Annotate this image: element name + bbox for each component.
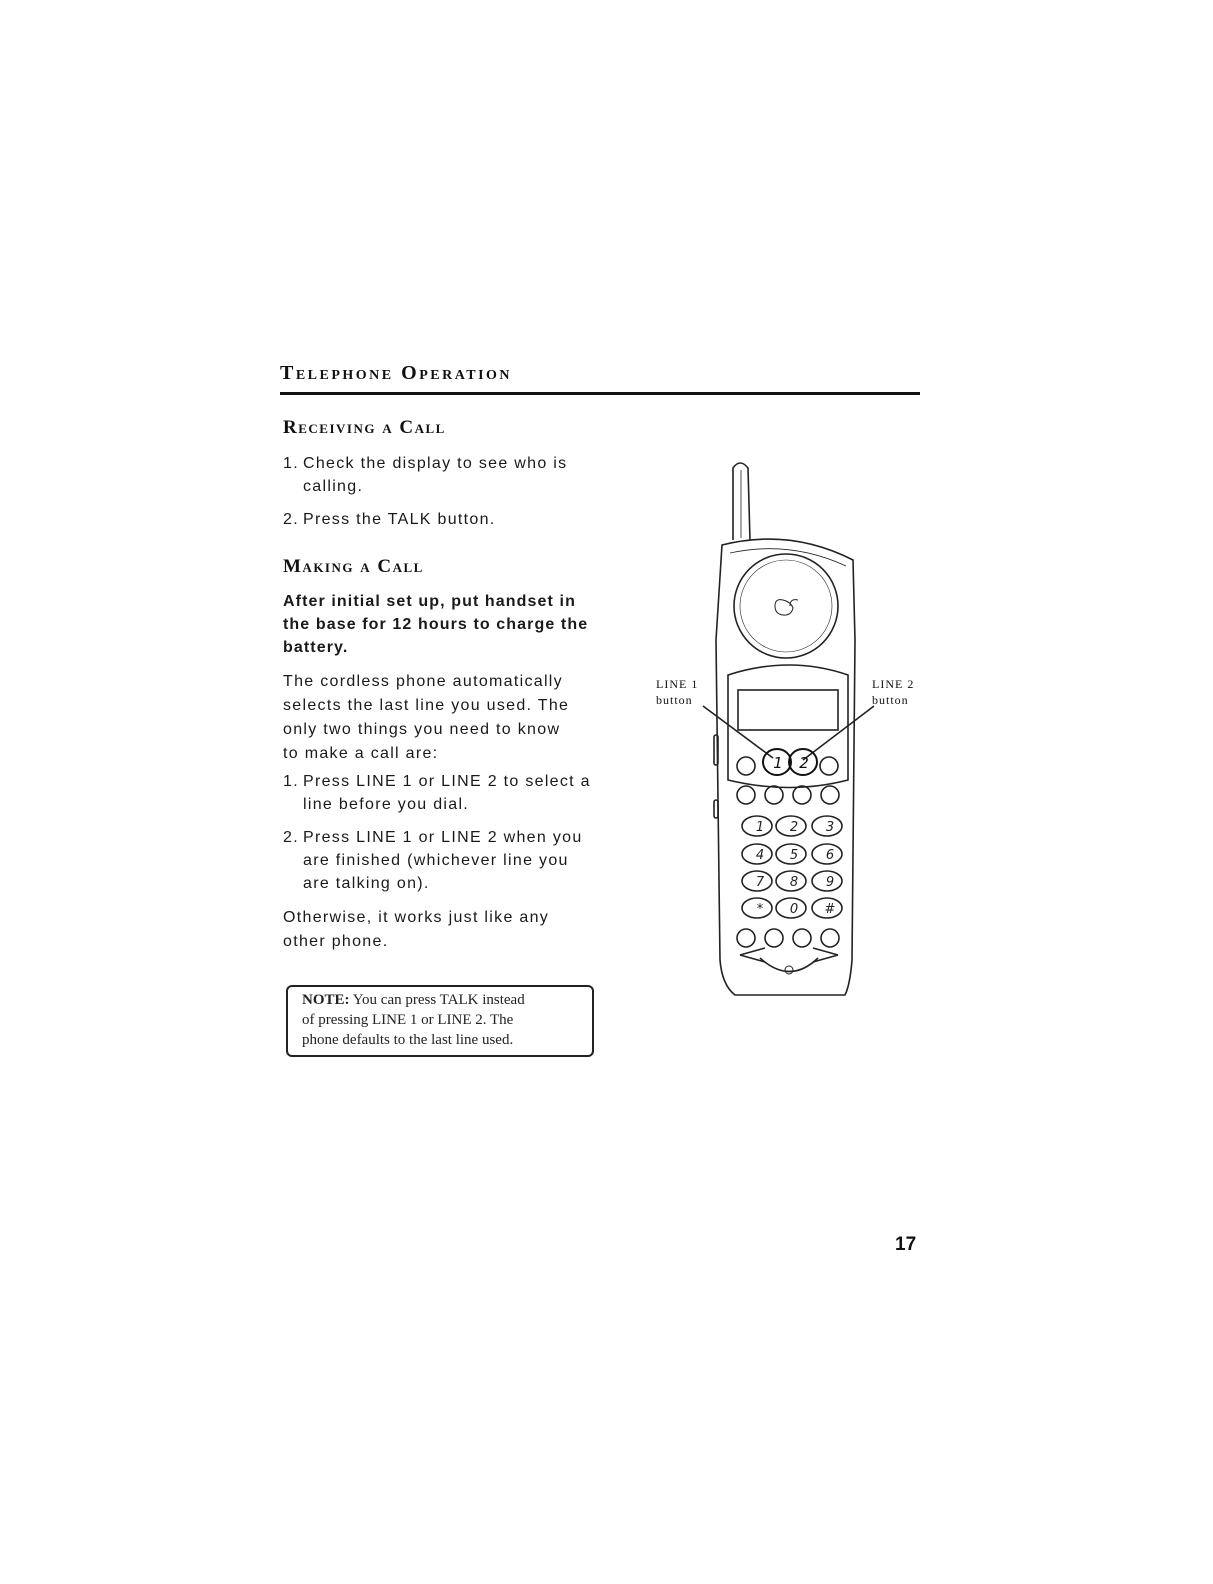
making-call-heading: Making a Call xyxy=(283,556,424,577)
paragraph-line: other phone. xyxy=(283,933,389,950)
line-2-key xyxy=(789,749,817,775)
line2-label: LINE 2 xyxy=(872,677,915,691)
line-key-label: 2 xyxy=(799,754,809,772)
charge-line: the base for 12 hours to charge the xyxy=(283,616,589,633)
keypad-key xyxy=(742,898,772,918)
keypad-key xyxy=(812,816,842,836)
antenna xyxy=(733,463,750,540)
step-text: Check the display to see who is xyxy=(303,455,568,472)
keypad-key xyxy=(776,871,806,891)
step-number: 1. xyxy=(283,773,299,790)
keypad-key xyxy=(742,844,772,864)
charge-line: After initial set up, put handset in xyxy=(283,593,576,610)
dial-button xyxy=(737,786,755,804)
paragraph-line: selects the last line you used. The xyxy=(283,697,570,714)
line1-sublabel: button xyxy=(656,693,693,707)
making-step-1 xyxy=(283,770,603,816)
keypad-key xyxy=(742,816,772,836)
step-text-continued: line before you dial. xyxy=(303,796,470,813)
step-number: 1. xyxy=(283,455,299,472)
keypad-key xyxy=(812,871,842,891)
flash-button xyxy=(821,929,839,947)
note-box xyxy=(286,985,594,1057)
step-text-continued: calling. xyxy=(303,478,364,495)
closing-paragraph xyxy=(283,906,593,954)
key-label: 4 xyxy=(755,848,765,863)
key-label: 1 xyxy=(755,820,765,835)
note-text: You can press TALK instead xyxy=(352,992,525,1008)
keypad-key xyxy=(812,898,842,918)
key-label: 3 xyxy=(825,820,835,835)
step-text: Press the TALK button. xyxy=(303,511,496,528)
step-text: Press LINE 1 or LINE 2 when you xyxy=(303,829,583,846)
step-text-continued: are talking on). xyxy=(303,875,430,892)
note-label: NOTE: xyxy=(302,992,350,1008)
receiving-step-1 xyxy=(283,452,603,498)
step-number: 2. xyxy=(283,829,299,846)
line-keys xyxy=(763,749,817,775)
receiving-step-2 xyxy=(283,508,603,531)
keypad xyxy=(742,816,842,918)
int-button xyxy=(737,757,755,775)
line-key-label: 1 xyxy=(773,754,783,772)
receiving-call-heading: Receiving a Call xyxy=(283,417,446,438)
keypad-key xyxy=(776,816,806,836)
section-title: Telephone Operation xyxy=(280,362,513,384)
charge-instruction xyxy=(283,590,593,659)
page-number: 17 xyxy=(895,1234,917,1255)
charge-line: battery. xyxy=(283,639,349,656)
key-label: 2 xyxy=(789,820,799,835)
line1-label: LINE 1 xyxy=(656,677,699,691)
lcd-display xyxy=(738,690,838,730)
key-label: 8 xyxy=(789,875,799,890)
key-label: 7 xyxy=(755,875,765,890)
paragraph-line: only two things you need to know xyxy=(283,721,561,738)
key-label: 9 xyxy=(825,875,835,890)
key-label: # xyxy=(824,902,836,917)
note-text: of pressing LINE 1 or LINE 2. The xyxy=(302,1012,514,1028)
earpiece xyxy=(734,554,838,658)
key-label: * xyxy=(756,902,764,917)
section-rule xyxy=(280,392,920,395)
step-text-continued: are finished (whichever line you xyxy=(303,852,569,869)
auto-line-paragraph xyxy=(283,670,593,766)
channel-button xyxy=(737,929,755,947)
paragraph-line: Otherwise, it works just like any xyxy=(283,909,550,926)
key-label: 5 xyxy=(789,848,799,863)
key-label: 6 xyxy=(825,848,835,863)
redial-button xyxy=(765,929,783,947)
memory-button xyxy=(793,929,811,947)
keypad-key xyxy=(776,898,806,918)
conf-hold-button xyxy=(765,786,783,804)
keypad-key xyxy=(742,871,772,891)
delete-button xyxy=(821,786,839,804)
fcn-button xyxy=(820,757,838,775)
line-1-key xyxy=(763,749,791,775)
step-number: 2. xyxy=(283,511,299,528)
keypad-key xyxy=(812,844,842,864)
paragraph-line: to make a call are: xyxy=(283,745,439,762)
step-text: Press LINE 1 or LINE 2 to select a xyxy=(303,773,591,790)
paragraph-line: The cordless phone automatically xyxy=(283,673,563,690)
cordless-phone-illustration xyxy=(640,450,920,1010)
note-text: phone defaults to the last line used. xyxy=(302,1032,514,1048)
line2-sublabel: button xyxy=(872,693,909,707)
pgm-mute-button xyxy=(793,786,811,804)
key-label: 0 xyxy=(789,902,799,917)
keypad-key xyxy=(776,844,806,864)
making-step-2 xyxy=(283,826,603,895)
